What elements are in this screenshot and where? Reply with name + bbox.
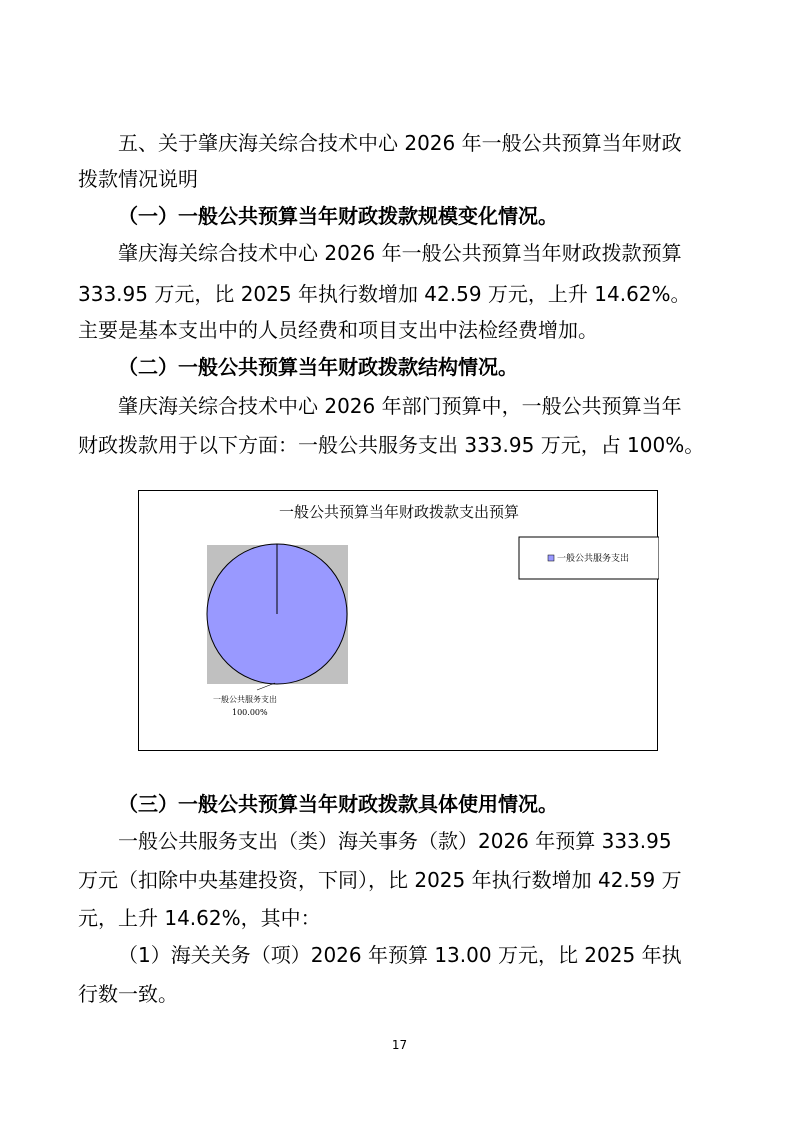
pie-group [207,544,347,684]
subsection2-heading: （二）一般公共预算当年财政拨款结构情况。 [118,355,518,379]
legend-marker [548,555,554,561]
subsection1-para-line1: 肇庆海关综合技术中心 2026 年一般公共预算当年财政拨款预算 [118,241,682,265]
pie-chart [138,490,658,751]
subsection2-para-line2: 财政拨款用于以下方面：一般公共服务支出 333.95 万元，占 100%。 [78,433,705,457]
chart-title: 一般公共预算当年财政拨款支出预算 [278,503,520,521]
item1-line1: （1）海关关务（项）2026 年预算 13.00 万元，比 2025 年执 [118,943,682,967]
subsection1-para-line3: 主要是基本支出中的人员经费和项目支出中法检经费增加。 [78,318,598,342]
slice-value-label: 100.00% [232,708,268,717]
item1-line2: 行数一致。 [78,982,178,1006]
subsection3-heading: （三）一般公共预算当年财政拨款具体使用情况。 [118,792,558,816]
legend-label: 一般公共服务支出 [557,554,630,564]
subsection2-para-line1: 肇庆海关综合技术中心 2026 年部门预算中，一般公共预算当年 [118,394,682,418]
section-heading-line2: 拨款情况说明 [78,167,198,191]
page-number: 17 [391,1038,408,1052]
subsection3-para-line2: 万元（扣除中央基建投资，下同），比 2025 年执行数增加 42.59 万 [78,868,682,892]
section-heading-line1: 五、关于肇庆海关综合技术中心 2026 年一般公共预算当年财政 [118,131,682,155]
subsection3-para-line1: 一般公共服务支出（类）海关事务（款）2026 年预算 333.95 [118,829,672,853]
slice-label-leader [257,683,275,690]
slice-category-label: 一般公共服务支出 [213,695,277,704]
subsection1-para-line2: 333.95 万元，比 2025 年执行数增加 42.59 万元，上升 14.62%。 [78,282,691,306]
subsection3-para-line3: 元，上升 14.62%，其中： [78,906,321,930]
subsection1-heading: （一）一般公共预算当年财政拨款规模变化情况。 [118,204,558,228]
pie-chart-svg [139,491,659,752]
